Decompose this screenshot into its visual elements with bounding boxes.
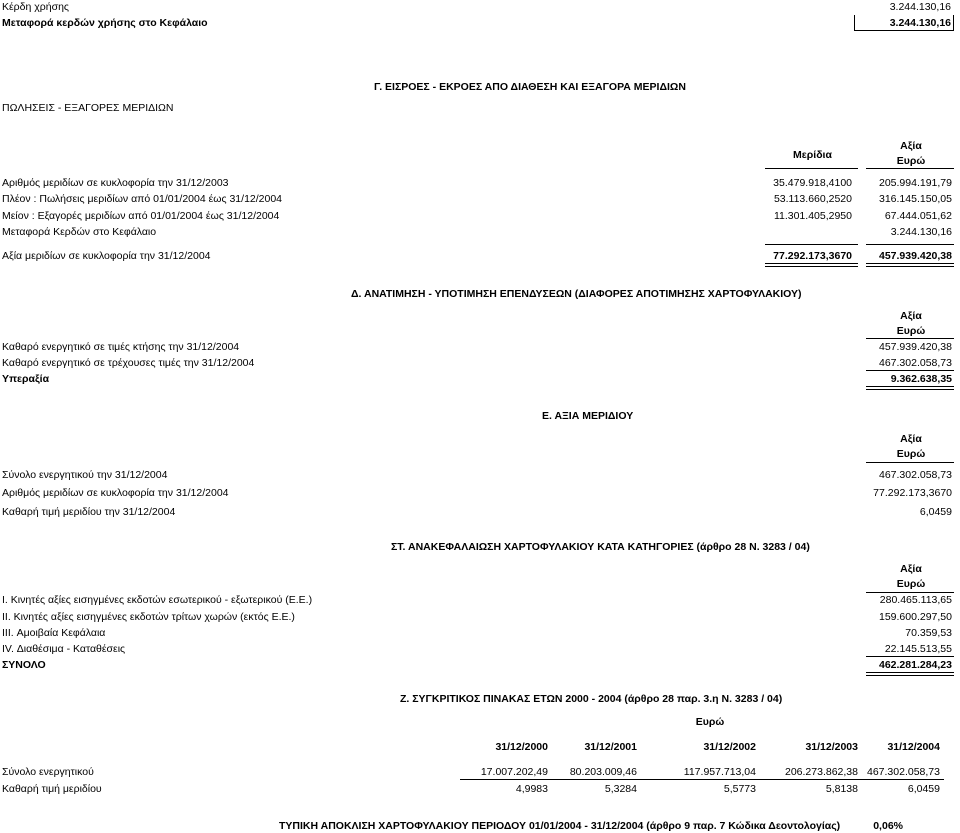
g-row-value: 205.994.191,79 <box>879 177 952 189</box>
z-year-header: 31/12/2002 <box>703 741 756 753</box>
z-row-value: 5,3284 <box>604 783 637 795</box>
z-row-value: 5,8138 <box>825 783 858 795</box>
g-total-double-line-value <box>866 263 954 267</box>
d-total-label: Υπεραξία <box>2 373 50 385</box>
g-sum-line-value <box>866 244 954 245</box>
z-year-header: 31/12/2001 <box>584 741 637 753</box>
g-row-units: 53.113.660,2520 <box>773 193 852 205</box>
section-z-title: Ζ. ΣΥΓΚΡΙΤΙΚΟΣ ΠΙΝΑΚΑΣ ΕΤΩΝ 2000 - 2004 (άρθρο 28 παρ. 3.η Ν. 3283 / 04) <box>400 693 783 705</box>
z-row-value: 4,9983 <box>515 783 548 795</box>
e-col-euro-header: Ευρώ <box>896 448 926 460</box>
metafora-box-right <box>953 15 954 30</box>
section-g-title: Γ. ΕΙΣΡΟΕΣ - ΕΚΡΟΕΣ ΑΠΟ ΔΙΑΘΕΣΗ ΚΑΙ ΕΞΑΓΟΡΑ ΜΕΡΙΔΙΩΝ <box>374 81 686 93</box>
e-row-value: 6,0459 <box>919 506 952 518</box>
st-col-underline <box>866 592 954 593</box>
footer-label: ΤΥΠΙΚΗ ΑΠΟΚΛΙΣΗ ΧΑΡΤΟΦΥΛΑΚΙΟΥ ΠΕΡΙΟΔΟΥ 01/01/2004 - 31/12/2004 (άρθρο 9 παρ. 7 Κώδικα Δεοντολογίας) <box>279 820 841 832</box>
z-row-divider <box>460 779 944 780</box>
g-sum-line-units <box>765 244 858 245</box>
z-row-label: Καθαρή τιμή μεριδίου <box>2 783 102 795</box>
col-euro-header: Ευρώ <box>896 155 926 167</box>
z-year-header: 31/12/2003 <box>805 741 858 753</box>
z-row-value: 206.273.862,38 <box>785 766 858 778</box>
e-row-label: Καθαρή τιμή μεριδίου την 31/12/2004 <box>2 506 176 518</box>
g-row-label: Αριθμός μεριδίων σε κυκλοφορία την 31/12/2003 <box>2 177 229 189</box>
st-row-label: III. Αμοιβαία Κεφάλαια <box>2 627 106 639</box>
g-row-value: 316.145.150,05 <box>879 193 952 205</box>
metafora-box-left <box>854 15 855 30</box>
st-total-value: 462.281.284,23 <box>879 659 952 671</box>
z-row-value: 17.007.202,49 <box>480 766 548 778</box>
e-col-underline <box>866 462 954 463</box>
col-axia-underline <box>866 168 954 169</box>
z-row-value: 80.203.009,46 <box>569 766 637 778</box>
section-st-title: ΣΤ. ΑΝΑΚΕΦΑΛΑΙΩΣΗ ΧΑΡΤΟΦΥΛΑΚΙΟΥ ΚΑΤΑ ΚΑΤΗΓΟΡΙΕΣ (άρθρο 28 Ν. 3283 / 04) <box>391 541 810 553</box>
z-row-value: 117.957.713,04 <box>683 766 756 778</box>
section-g-subtitle: ΠΩΛΗΣΕΙΣ - ΕΞΑΓΟΡΕΣ ΜΕΡΙΔΙΩΝ <box>2 102 174 114</box>
st-total-label: ΣΥΝΟΛΟ <box>2 659 46 671</box>
g-row-label: Μεταφορά Κερδών στο Κεφάλαιο <box>2 226 157 238</box>
z-currency-header: Ευρώ <box>695 716 725 728</box>
g-row-units: 35.479.918,4100 <box>773 177 852 189</box>
e-row-value: 77.292.173,3670 <box>873 487 952 499</box>
st-row-label: I. Κινητές αξίες εισηγμένες εκδοτών εσωτερικού - εξωτερικού (Ε.Ε.) <box>2 594 313 606</box>
st-row-value: 280.465.113,65 <box>879 594 952 606</box>
st-row-value: 159.600.297,50 <box>879 611 952 623</box>
z-row-value: 5,5773 <box>723 783 756 795</box>
st-col-euro-header: Ευρώ <box>896 578 926 590</box>
st-row-label: IV. Διαθέσιμα - Καταθέσεις <box>2 643 126 655</box>
d-total-value: 9.362.638,35 <box>890 373 952 385</box>
g-total-units: 77.292.173,3670 <box>773 250 852 262</box>
section-d-title: Δ. ΑΝΑΤΙΜΗΣΗ - ΥΠΟΤΙΜΗΣΗ ΕΠΕΝΔΥΣΕΩΝ (ΔΙΑΦΟΡΕΣ ΑΠΟΤΙΜΗΣΗΣ ΧΑΡΤΟΦΥΛΑΚΙΟΥ) <box>351 288 802 300</box>
z-row-value: 467.302.058,73 <box>867 766 940 778</box>
kerdi-label: Κέρδη χρήσης <box>2 1 69 13</box>
metafora-underline <box>854 30 954 31</box>
col-axia-header: Αξία <box>900 140 922 152</box>
g-total-label: Αξία μεριδίων σε κυκλοφορία την 31/12/2004 <box>2 250 211 262</box>
st-sum-line <box>866 656 954 657</box>
d-col-underline <box>866 338 954 339</box>
footer-value: 0,06% <box>873 820 903 832</box>
z-row-value: 6,0459 <box>907 783 940 795</box>
g-row-label: Πλέον : Πωλήσεις μεριδίων από 01/01/2004 έως 31/12/2004 <box>2 193 283 205</box>
st-col-axia-header: Αξία <box>900 563 922 575</box>
col-merida-underline <box>765 168 858 169</box>
g-total-value: 457.939.420,38 <box>879 250 952 262</box>
metafora-value: 3.244.130,16 <box>889 17 951 29</box>
e-col-axia-header: Αξία <box>900 433 922 445</box>
section-e-title: Ε. ΑΞΙΑ ΜΕΡΙΔΙΟΥ <box>542 410 634 422</box>
d-row-label: Καθαρό ενεργητικό σε τιμές κτήσης την 31/12/2004 <box>2 341 240 353</box>
g-row-value: 67.444.051,62 <box>884 210 952 222</box>
e-row-label: Αριθμός μεριδίων σε κυκλοφορία την 31/12/2004 <box>2 487 229 499</box>
d-row-label: Καθαρό ενεργητικό σε τρέχουσες τιμές την 31/12/2004 <box>2 357 255 369</box>
e-row-label: Σύνολο ενεργητικού την 31/12/2004 <box>2 469 168 481</box>
col-merida-header: Μερίδια <box>793 149 832 161</box>
metafora-label: Μεταφορά κερδών χρήσης στο Κεφάλαιο <box>2 17 208 29</box>
g-row-value: 3.244.130,16 <box>890 226 952 238</box>
kerdi-value: 3.244.130,16 <box>889 1 951 13</box>
d-col-euro-header: Ευρώ <box>896 325 926 337</box>
d-total-double-line <box>866 386 954 390</box>
g-row-units: 11.301.405,2950 <box>773 210 852 222</box>
d-sum-line <box>866 370 954 371</box>
z-row-label: Σύνολο ενεργητικού <box>2 766 94 778</box>
st-row-label: II. Κινητές αξίες εισηγμένες εκδοτών τρίτων χωρών (εκτός Ε.Ε.) <box>2 611 295 623</box>
st-row-value: 22.145.513,55 <box>884 643 952 655</box>
d-row-value: 457.939.420,38 <box>879 341 952 353</box>
d-col-axia-header: Αξία <box>900 310 922 322</box>
z-year-header: 31/12/2000 <box>495 741 548 753</box>
e-row-value: 467.302.058,73 <box>879 469 952 481</box>
d-row-value: 467.302.058,73 <box>879 357 952 369</box>
st-total-double-line <box>866 672 954 676</box>
st-row-value: 70.359,53 <box>905 627 952 639</box>
g-total-double-line-units <box>765 263 858 267</box>
z-year-header: 31/12/2004 <box>887 741 940 753</box>
g-row-label: Μείον : Εξαγορές μεριδίων από 01/01/2004 έως 31/12/2004 <box>2 210 280 222</box>
